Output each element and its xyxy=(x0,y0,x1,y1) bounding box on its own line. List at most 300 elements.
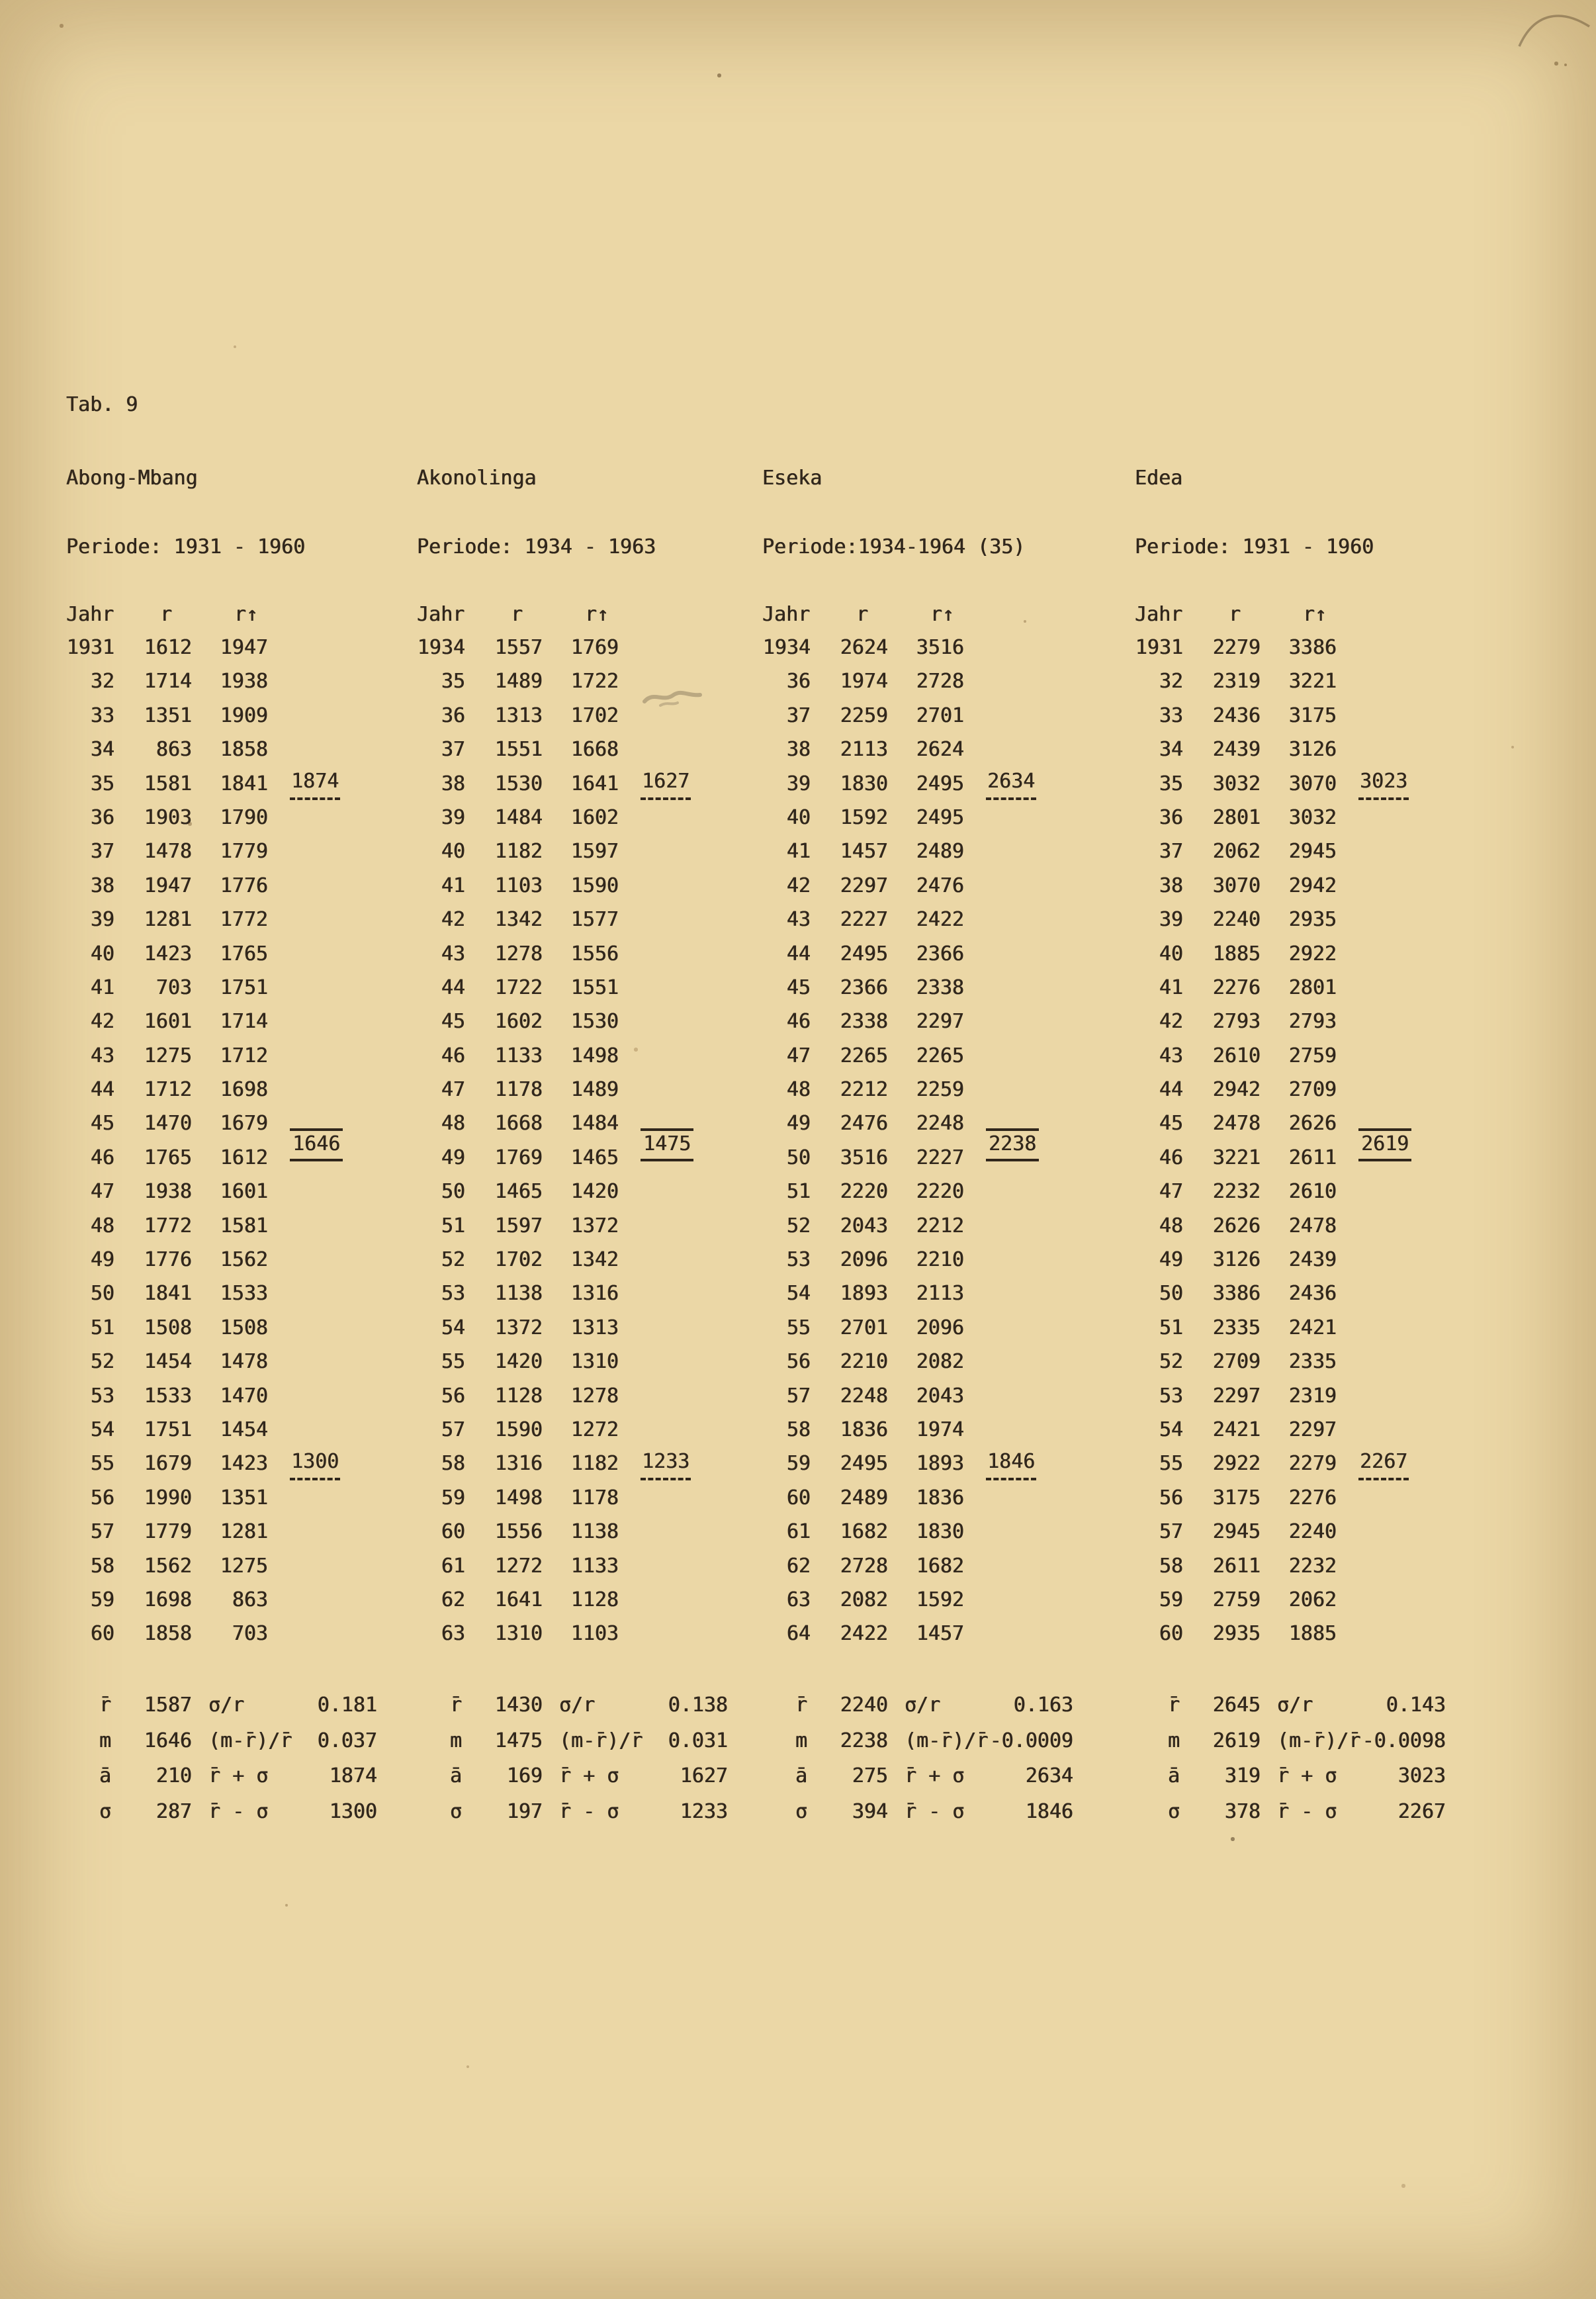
year-cell: 59 xyxy=(1159,1588,1183,1611)
r-cell: 1275 xyxy=(144,1044,192,1067)
summary-formula-value: -0.0098 xyxy=(1362,1729,1446,1752)
year-cell: 50 xyxy=(90,1282,114,1306)
table-row xyxy=(1135,739,1505,772)
year-cell: 44 xyxy=(786,942,811,966)
year-cell: 46 xyxy=(441,1044,465,1067)
summary-row xyxy=(66,1801,437,1836)
year-cell: 34 xyxy=(90,738,114,762)
table-row xyxy=(1135,909,1505,942)
summary-label: r̄ xyxy=(795,1693,808,1717)
summary-row xyxy=(1135,1694,1505,1730)
year-cell: 45 xyxy=(1159,1112,1183,1136)
table-row xyxy=(1135,840,1505,874)
column-headers xyxy=(762,604,1133,626)
r-cell: 2793 xyxy=(1212,1010,1261,1034)
r-cell: 2062 xyxy=(1212,840,1261,864)
r-cell: 1722 xyxy=(494,975,543,999)
year-cell: 54 xyxy=(1159,1418,1183,1441)
table-row xyxy=(762,1283,1133,1316)
table-row xyxy=(66,840,437,874)
table-row xyxy=(762,943,1133,977)
year-cell: 36 xyxy=(1159,805,1183,829)
table-row xyxy=(762,1623,1133,1656)
r-sorted-cell: 1722 xyxy=(570,670,619,694)
table-row xyxy=(417,1181,787,1214)
r-cell: 1557 xyxy=(494,636,543,659)
r-sorted-cell: 3126 xyxy=(1288,738,1337,762)
year-cell: 43 xyxy=(90,1044,114,1067)
year-cell: 47 xyxy=(786,1044,811,1067)
year-cell: 39 xyxy=(90,908,114,932)
r-cell: 1682 xyxy=(840,1520,888,1544)
data-rows xyxy=(762,637,1133,1657)
margin-note-dashed: 2267 xyxy=(1358,1451,1409,1480)
r-sorted-cell: 1310 xyxy=(570,1350,619,1374)
summary-row xyxy=(66,1730,437,1766)
table-row xyxy=(1135,1623,1505,1656)
r-sorted-cell: 1776 xyxy=(220,874,268,897)
r-cell: 2366 xyxy=(840,975,888,999)
r-sorted-cell: 1909 xyxy=(220,703,268,727)
r-sorted-cell: 1457 xyxy=(916,1622,964,1646)
summary-formula-label: r̄ + σ xyxy=(1277,1764,1337,1787)
r-cell: 1128 xyxy=(494,1384,543,1408)
r-sorted-cell: 1590 xyxy=(570,874,619,897)
summary-formula-label: r̄ + σ xyxy=(905,1764,965,1787)
table-row xyxy=(417,1079,787,1112)
r-sorted-cell: 1751 xyxy=(220,975,268,999)
table-row xyxy=(66,875,437,909)
r-sorted-cell: 1420 xyxy=(570,1180,619,1204)
r-cell: 1776 xyxy=(144,1248,192,1272)
year-cell: 42 xyxy=(441,908,465,932)
table-row xyxy=(417,670,787,704)
year-cell: 54 xyxy=(786,1282,811,1306)
r-sorted-cell: 2062 xyxy=(1288,1588,1337,1611)
table-row xyxy=(1135,705,1505,739)
table-row xyxy=(417,1419,787,1453)
table-row xyxy=(762,1385,1133,1419)
summary-value: 1430 xyxy=(494,1693,543,1717)
year-cell: 52 xyxy=(441,1248,465,1272)
header-jahr: Jahr xyxy=(417,603,465,626)
summary-label: ā xyxy=(1168,1764,1180,1787)
table-row xyxy=(1135,875,1505,909)
r-sorted-cell: 2259 xyxy=(916,1078,964,1102)
table-row xyxy=(417,1555,787,1589)
table-row xyxy=(66,1623,437,1656)
r-sorted-cell: 1470 xyxy=(220,1384,268,1408)
r-cell: 1372 xyxy=(494,1316,543,1339)
r-cell: 1272 xyxy=(494,1554,543,1578)
year-cell: 60 xyxy=(786,1486,811,1510)
r-cell: 2265 xyxy=(840,1044,888,1067)
summary-row xyxy=(1135,1730,1505,1766)
summary-label: m xyxy=(99,1729,112,1752)
table-row xyxy=(1135,1351,1505,1384)
margin-note-dashed: 1846 xyxy=(986,1451,1036,1480)
year-cell: 37 xyxy=(786,703,811,727)
year-cell: 54 xyxy=(441,1316,465,1339)
r-cell: 3070 xyxy=(1212,874,1261,897)
year-cell: 42 xyxy=(786,874,811,897)
margin-note-dashed: 1627 xyxy=(641,770,691,800)
table-row xyxy=(66,977,437,1011)
table-row xyxy=(762,1487,1133,1521)
r-cell: 2220 xyxy=(840,1180,888,1204)
year-cell: 59 xyxy=(441,1486,465,1510)
margin-note-dashed: 2634 xyxy=(986,770,1036,800)
year-cell: 37 xyxy=(90,840,114,864)
summary-formula-label: r̄ - σ xyxy=(905,1799,965,1823)
r-sorted-cell: 1601 xyxy=(220,1180,268,1204)
r-cell: 1641 xyxy=(494,1588,543,1611)
r-cell: 1423 xyxy=(144,942,192,966)
year-cell: 38 xyxy=(90,874,114,897)
header-r: r xyxy=(159,603,172,626)
table-row xyxy=(417,909,787,942)
r-cell: 2210 xyxy=(840,1350,888,1374)
table-row xyxy=(66,909,437,942)
header-r: r xyxy=(1228,603,1241,626)
station-akonolinga xyxy=(417,467,787,1877)
year-cell: 39 xyxy=(1159,908,1183,932)
r-sorted-cell: 2422 xyxy=(916,908,964,932)
summary-formula-label: (m-r̄)/r̄ xyxy=(1277,1729,1361,1752)
r-cell: 1470 xyxy=(144,1112,192,1136)
r-cell: 3175 xyxy=(1212,1486,1261,1510)
r-cell: 2096 xyxy=(840,1248,888,1272)
table-row xyxy=(66,1487,437,1521)
station-name: Edea xyxy=(1135,467,1183,490)
table-row xyxy=(762,637,1133,670)
station-eseka xyxy=(762,467,1133,1877)
year-cell: 56 xyxy=(90,1486,114,1510)
r-cell: 2935 xyxy=(1212,1622,1261,1646)
table-row xyxy=(762,739,1133,772)
summary-row xyxy=(417,1801,787,1836)
table-row xyxy=(417,1249,787,1283)
r-sorted-cell: 1679 xyxy=(220,1112,268,1136)
year-cell: 38 xyxy=(441,772,465,795)
table-row xyxy=(417,977,787,1011)
r-cell: 2248 xyxy=(840,1384,888,1408)
r-cell: 1779 xyxy=(144,1520,192,1544)
year-cell: 42 xyxy=(90,1010,114,1034)
year-cell: 36 xyxy=(441,703,465,727)
summary-value: 2645 xyxy=(1212,1693,1261,1717)
year-cell: 39 xyxy=(441,805,465,829)
r-cell: 1597 xyxy=(494,1214,543,1238)
r-cell: 2801 xyxy=(1212,805,1261,829)
year-cell: 48 xyxy=(1159,1214,1183,1238)
table-row xyxy=(1135,807,1505,840)
table-row xyxy=(417,807,787,840)
r-cell: 1769 xyxy=(494,1146,543,1169)
table-row xyxy=(1135,977,1505,1011)
r-sorted-cell: 2489 xyxy=(916,840,964,864)
year-cell: 53 xyxy=(90,1384,114,1408)
r-sorted-cell: 1316 xyxy=(570,1282,619,1306)
summary-label: m xyxy=(450,1729,463,1752)
table-row xyxy=(417,1147,787,1181)
r-cell: 1351 xyxy=(144,703,192,727)
r-cell: 1893 xyxy=(840,1282,888,1306)
table-row xyxy=(417,1112,787,1146)
summary-formula-value: 2634 xyxy=(1025,1764,1073,1787)
summary-formula-value: 0.143 xyxy=(1386,1693,1446,1717)
r-sorted-cell: 1103 xyxy=(570,1622,619,1646)
summary-row xyxy=(417,1694,787,1730)
r-sorted-cell: 2759 xyxy=(1288,1044,1337,1067)
r-cell: 1601 xyxy=(144,1010,192,1034)
summary-value: 2240 xyxy=(840,1693,888,1717)
table-row xyxy=(417,1317,787,1351)
header-r-sorted: r↑ xyxy=(584,603,609,626)
r-sorted-cell: 1581 xyxy=(220,1214,268,1238)
r-sorted-cell: 2495 xyxy=(916,805,964,829)
year-cell: 48 xyxy=(441,1112,465,1136)
r-cell: 1454 xyxy=(144,1350,192,1374)
table-row xyxy=(762,773,1133,807)
summary-value: 2619 xyxy=(1212,1729,1261,1752)
table-row xyxy=(66,1181,437,1214)
summary-formula-label: (m-r̄)/r̄ xyxy=(905,1729,989,1752)
r-sorted-cell: 1830 xyxy=(916,1520,964,1544)
column-headers xyxy=(1135,604,1505,626)
r-sorted-cell: 1712 xyxy=(220,1044,268,1067)
summary-block xyxy=(1135,1694,1505,1836)
r-cell: 1903 xyxy=(144,805,192,829)
r-cell: 1498 xyxy=(494,1486,543,1510)
station-periode: Periode: 1931 - 1960 xyxy=(66,535,306,559)
table-row xyxy=(1135,637,1505,670)
r-cell: 1990 xyxy=(144,1486,192,1510)
r-sorted-cell: 1465 xyxy=(570,1146,619,1169)
summary-row xyxy=(762,1730,1133,1766)
data-rows xyxy=(417,637,787,1657)
year-cell: 41 xyxy=(1159,975,1183,999)
table-row xyxy=(1135,1112,1505,1146)
r-sorted-cell: 2297 xyxy=(916,1010,964,1034)
r-sorted-cell: 1128 xyxy=(570,1588,619,1611)
year-cell: 41 xyxy=(786,840,811,864)
data-rows xyxy=(1135,637,1505,1657)
table-row xyxy=(1135,773,1505,807)
r-sorted-cell: 1556 xyxy=(570,942,619,966)
r-cell: 1478 xyxy=(144,840,192,864)
header-jahr: Jahr xyxy=(66,603,114,626)
r-cell: 1714 xyxy=(144,670,192,694)
year-cell: 46 xyxy=(1159,1146,1183,1169)
r-sorted-cell: 1698 xyxy=(220,1078,268,1102)
r-cell: 2297 xyxy=(840,874,888,897)
year-cell: 33 xyxy=(1159,703,1183,727)
table-row xyxy=(762,1079,1133,1112)
r-cell: 1103 xyxy=(494,874,543,897)
table-row xyxy=(417,1521,787,1555)
r-sorted-cell: 2043 xyxy=(916,1384,964,1408)
year-cell: 51 xyxy=(90,1316,114,1339)
summary-formula-value: 1874 xyxy=(329,1764,377,1787)
r-cell: 2421 xyxy=(1212,1418,1261,1441)
r-sorted-cell: 2232 xyxy=(1288,1554,1337,1578)
summary-formula-value: 3023 xyxy=(1397,1764,1446,1787)
r-cell: 863 xyxy=(155,738,192,762)
r-cell: 3516 xyxy=(840,1146,888,1169)
year-cell: 39 xyxy=(786,772,811,795)
year-cell: 56 xyxy=(1159,1486,1183,1510)
year-cell: 50 xyxy=(786,1146,811,1169)
r-sorted-cell: 2476 xyxy=(916,874,964,897)
year-cell: 62 xyxy=(441,1588,465,1611)
table-row xyxy=(1135,1079,1505,1112)
table-row xyxy=(417,773,787,807)
table-row xyxy=(417,1215,787,1249)
year-cell: 50 xyxy=(441,1180,465,1204)
r-cell: 1679 xyxy=(144,1452,192,1476)
year-cell: 56 xyxy=(441,1384,465,1408)
table-row xyxy=(1135,1419,1505,1453)
summary-label: σ xyxy=(450,1799,463,1823)
summary-row xyxy=(1135,1765,1505,1801)
summary-row xyxy=(66,1765,437,1801)
year-cell: 52 xyxy=(1159,1350,1183,1374)
margin-note-boxed: 1475 xyxy=(641,1128,693,1161)
r-sorted-cell: 1668 xyxy=(570,738,619,762)
table-row xyxy=(66,1351,437,1384)
table-row xyxy=(66,637,437,670)
table-row xyxy=(417,1589,787,1623)
summary-value: 1646 xyxy=(144,1729,192,1752)
year-cell: 51 xyxy=(786,1180,811,1204)
r-cell: 3386 xyxy=(1212,1282,1261,1306)
table-row xyxy=(1135,1453,1505,1486)
station-periode: Periode: 1934 - 1963 xyxy=(417,535,656,559)
table-row xyxy=(1135,1147,1505,1181)
r-cell: 1316 xyxy=(494,1452,543,1476)
margin-note-dashed: 3023 xyxy=(1358,770,1409,800)
table-row xyxy=(1135,943,1505,977)
table-row xyxy=(66,1215,437,1249)
table-row xyxy=(417,875,787,909)
column-headers xyxy=(417,604,787,626)
table-row xyxy=(66,1521,437,1555)
table-label: Tab. 9 xyxy=(66,393,138,416)
year-cell: 46 xyxy=(90,1146,114,1169)
summary-formula-label: σ/r xyxy=(905,1693,941,1717)
r-sorted-cell: 2495 xyxy=(916,772,964,795)
r-sorted-cell: 3070 xyxy=(1288,772,1337,795)
year-cell: 64 xyxy=(786,1622,811,1646)
summary-row xyxy=(66,1694,437,1730)
r-sorted-cell: 2626 xyxy=(1288,1112,1337,1136)
year-cell: 45 xyxy=(90,1112,114,1136)
table-row xyxy=(66,1079,437,1112)
r-sorted-cell: 1841 xyxy=(220,772,268,795)
r-sorted-cell: 2624 xyxy=(916,738,964,762)
table-row xyxy=(762,1589,1133,1623)
summary-formula-label: (m-r̄)/r̄ xyxy=(559,1729,643,1752)
r-sorted-cell: 2945 xyxy=(1288,840,1337,864)
r-cell: 1484 xyxy=(494,805,543,829)
header-r-sorted: r↑ xyxy=(234,603,258,626)
r-cell: 2945 xyxy=(1212,1520,1261,1544)
summary-formula-label: (m-r̄)/r̄ xyxy=(208,1729,292,1752)
r-sorted-cell: 2709 xyxy=(1288,1078,1337,1102)
station-edea xyxy=(1135,467,1505,1877)
summary-value: 1587 xyxy=(144,1693,192,1717)
r-sorted-cell: 1133 xyxy=(570,1554,619,1578)
r-cell: 1556 xyxy=(494,1520,543,1544)
r-sorted-cell: 2436 xyxy=(1288,1282,1337,1306)
table-row xyxy=(762,909,1133,942)
column-headers xyxy=(66,604,437,626)
table-row xyxy=(1135,1283,1505,1316)
station-name: Eseka xyxy=(762,467,822,490)
year-cell: 41 xyxy=(441,874,465,897)
r-sorted-cell: 2240 xyxy=(1288,1520,1337,1544)
summary-formula-label: r̄ + σ xyxy=(559,1764,619,1787)
table-row xyxy=(66,1385,437,1419)
table-row xyxy=(1135,1045,1505,1079)
r-cell: 1592 xyxy=(840,805,888,829)
year-cell: 59 xyxy=(90,1588,114,1611)
r-sorted-cell: 2220 xyxy=(916,1180,964,1204)
r-cell: 1698 xyxy=(144,1588,192,1611)
summary-label: m xyxy=(795,1729,808,1752)
summary-label: σ xyxy=(795,1799,808,1823)
table-row xyxy=(66,1317,437,1351)
year-cell: 57 xyxy=(1159,1520,1183,1544)
r-sorted-cell: 1836 xyxy=(916,1486,964,1510)
year-cell: 47 xyxy=(1159,1180,1183,1204)
r-cell: 1138 xyxy=(494,1282,543,1306)
year-cell: 40 xyxy=(786,805,811,829)
r-cell: 2227 xyxy=(840,908,888,932)
summary-formula-label: r̄ - σ xyxy=(208,1799,269,1823)
year-cell: 42 xyxy=(1159,1010,1183,1034)
r-sorted-cell: 2319 xyxy=(1288,1384,1337,1408)
r-cell: 2701 xyxy=(840,1316,888,1339)
year-cell: 45 xyxy=(786,975,811,999)
summary-formula-value: 2267 xyxy=(1397,1799,1446,1823)
r-cell: 1751 xyxy=(144,1418,192,1441)
r-sorted-cell: 1138 xyxy=(570,1520,619,1544)
year-cell: 57 xyxy=(441,1418,465,1441)
table-row xyxy=(762,1249,1133,1283)
year-cell: 45 xyxy=(441,1010,465,1034)
table-row xyxy=(762,1045,1133,1079)
table-row xyxy=(1135,670,1505,704)
year-cell: 37 xyxy=(1159,840,1183,864)
year-cell: 49 xyxy=(90,1248,114,1272)
r-cell: 1551 xyxy=(494,738,543,762)
summary-label: m xyxy=(1168,1729,1180,1752)
table-row xyxy=(1135,1555,1505,1589)
year-cell: 40 xyxy=(90,942,114,966)
year-cell: 44 xyxy=(1159,1078,1183,1102)
r-sorted-cell: 1498 xyxy=(570,1044,619,1067)
year-cell: 40 xyxy=(441,840,465,864)
year-cell: 33 xyxy=(90,703,114,727)
table-row xyxy=(1135,1249,1505,1283)
table-row xyxy=(762,1147,1133,1181)
summary-formula-value: 1300 xyxy=(329,1799,377,1823)
r-sorted-cell: 1592 xyxy=(916,1588,964,1611)
margin-note-boxed: 2238 xyxy=(986,1128,1039,1161)
r-sorted-cell: 2421 xyxy=(1288,1316,1337,1339)
